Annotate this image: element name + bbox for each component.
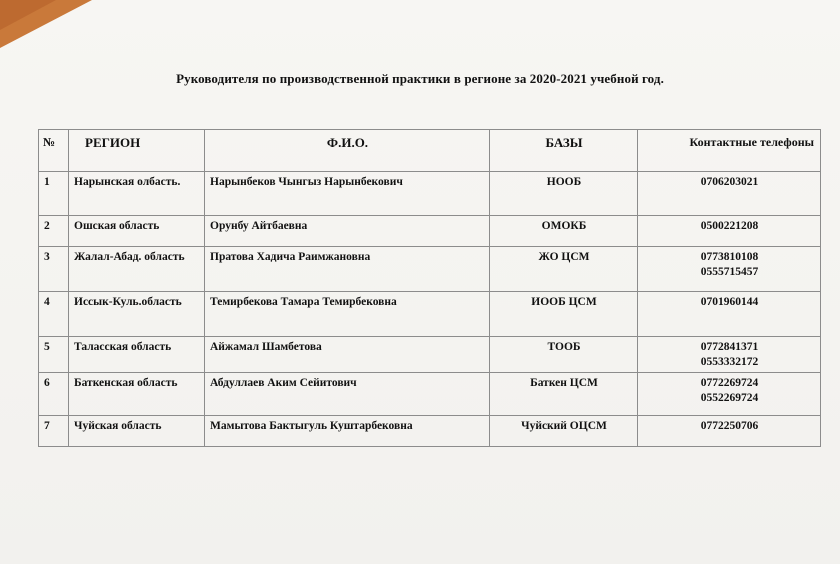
row-phone-1: 0701960144 xyxy=(700,296,759,308)
table-row xyxy=(39,337,821,373)
table-row xyxy=(39,416,821,447)
row-fio: Мамытова Бактыгуль Куштарбековна xyxy=(205,416,490,447)
row-region: Жалал-Абад. область xyxy=(69,247,205,292)
row-region: Ошская область xyxy=(69,216,205,247)
row-phone-2: 0555715457 xyxy=(700,266,759,278)
row-region: Таласская область xyxy=(69,337,205,373)
header-bases: БАЗЫ xyxy=(490,130,638,172)
header-fio: Ф.И.О. xyxy=(205,130,490,172)
row-phone-1: 0706203021 xyxy=(700,176,759,188)
row-base: ОМОКБ xyxy=(490,216,638,247)
table-header-row xyxy=(39,130,821,172)
row-phone-1: 0773810108 xyxy=(700,251,759,263)
row-fio: Абдуллаев Аким Сейитович xyxy=(205,373,490,416)
row-fio: Орунбу Айтбаевна xyxy=(205,216,490,247)
row-number: 7 xyxy=(39,416,69,447)
row-region: Баткенская область xyxy=(69,373,205,416)
row-phones xyxy=(638,247,821,292)
row-base: НООБ xyxy=(490,172,638,216)
row-fio: Айжамал Шамбетова xyxy=(205,337,490,373)
table-row xyxy=(39,172,821,216)
row-region: Иссык-Куль.область xyxy=(69,292,205,337)
row-phones xyxy=(638,416,821,447)
row-base: ТООБ xyxy=(490,337,638,373)
row-fio: Пратова Хадича Раимжановна xyxy=(205,247,490,292)
table-row xyxy=(39,247,821,292)
row-number: 5 xyxy=(39,337,69,373)
row-phones xyxy=(638,216,821,247)
row-phone-1: 0772269724 xyxy=(700,377,759,389)
table-row xyxy=(39,292,821,337)
row-number: 1 xyxy=(39,172,69,216)
row-base: Баткен ЦСМ xyxy=(490,373,638,416)
row-base: Чуйский ОЦСМ xyxy=(490,416,638,447)
row-phone-2: 0553332172 xyxy=(700,356,759,368)
row-number: 4 xyxy=(39,292,69,337)
document-title: Руководителя по производственной практики в регионе за 2020-2021 учебной год. xyxy=(176,71,664,86)
table-row xyxy=(39,373,821,416)
row-phone-2: 0552269724 xyxy=(700,392,759,404)
row-phone-1: 0772841371 xyxy=(700,341,759,353)
row-phones xyxy=(638,373,821,416)
table-row xyxy=(39,216,821,247)
paper-corner-shade xyxy=(0,0,56,30)
supervisors-table xyxy=(38,129,821,447)
header-region: РЕГИОН xyxy=(69,130,205,172)
row-region: Нарынская олбасть. xyxy=(69,172,205,216)
row-region: Чуйская область xyxy=(69,416,205,447)
row-number: 2 xyxy=(39,216,69,247)
row-phones xyxy=(638,292,821,337)
row-base: ИООБ ЦСМ xyxy=(490,292,638,337)
row-number: 3 xyxy=(39,247,69,292)
row-fio: Темирбекова Тамара Темирбековна xyxy=(205,292,490,337)
row-number: 6 xyxy=(39,373,69,416)
row-base: ЖО ЦСМ xyxy=(490,247,638,292)
header-phones: Контактные телефоны xyxy=(638,130,821,172)
row-phone-1: 0772250706 xyxy=(700,420,759,432)
row-fio: Нарынбеков Чынгыз Нарынбекович xyxy=(205,172,490,216)
header-number: № xyxy=(39,130,69,172)
row-phones xyxy=(638,172,821,216)
row-phones xyxy=(638,337,821,373)
row-phone-1: 0500221208 xyxy=(700,220,759,232)
